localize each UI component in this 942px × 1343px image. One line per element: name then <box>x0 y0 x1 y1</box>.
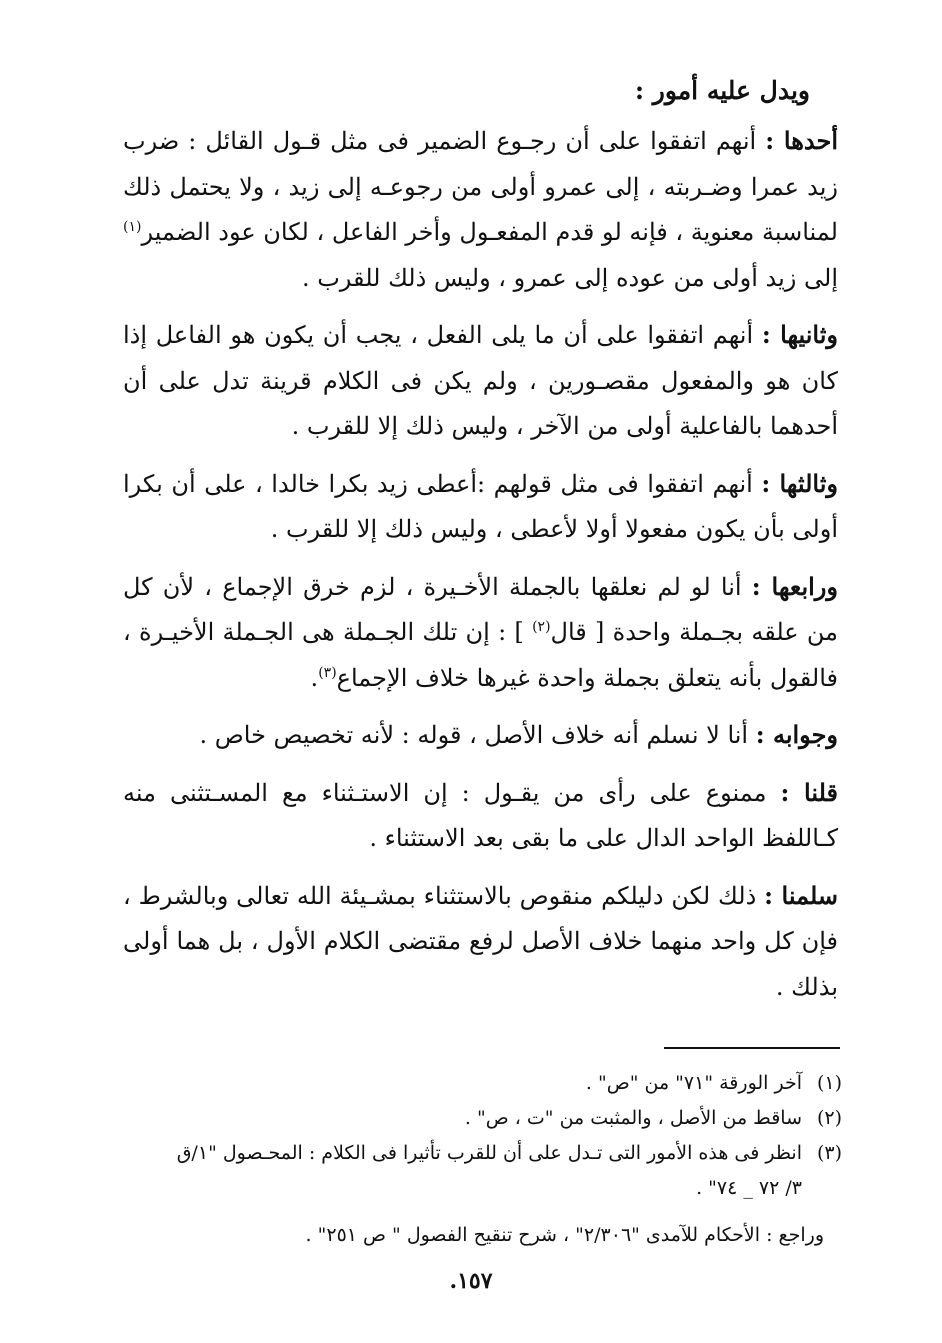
paragraph-lead: وثانيها : <box>761 320 839 349</box>
paragraph-lead: أحدها : <box>765 126 838 155</box>
paragraph-lead: سلمنا : <box>764 880 838 910</box>
footnote-item <box>117 1101 842 1136</box>
paragraph-lead: قلنا : <box>780 777 838 807</box>
paragraph-text: أنا لو لم نعلقها بالجملة الأخـيرة ، لزم خرق الإجماع ، لأن كل من علقه بجـملة واحدة [ قال <box>123 572 838 646</box>
footnote-ref: (٢) <box>532 619 551 635</box>
footnote-extra: وراجع : الأحكام للآمدى "٢/٣٠٦" ، شرح تنقيح الفصول " ص ٢٥١" . <box>305 1224 824 1246</box>
footnote-text: انظر فى هذه الأمور التى تـدل على أن للقرب تأثيرا فى الكلام : المحـصول "١/ق <box>176 1142 802 1164</box>
page-number: ١٥٧. <box>449 1268 493 1294</box>
footnote-item <box>117 1066 842 1101</box>
footnote-divider <box>664 1047 840 1049</box>
footnote-item <box>117 1136 842 1171</box>
paragraph-text: أنهم اتفقوا فى مثل قولهم :أعطى زيد بكرا خالدا ، على أن بكرا أولى بأن يكون مفعولا أولا لأعطى ، وليس ذلك إلا للقرب . <box>123 469 838 543</box>
footnote-number: (٢) <box>816 1107 842 1129</box>
intro-line: ويدل عليه أمور : <box>634 76 810 105</box>
paragraph-third <box>123 461 838 553</box>
footnote-text: ساقط من الأصل ، والمثبت من "ت ، ص" . <box>464 1107 802 1129</box>
paragraph-first <box>123 118 838 301</box>
footnote-continuation: ٣/ ٧٢ _ ٧٤" . <box>696 1177 802 1199</box>
paragraph-granted <box>123 873 838 1011</box>
paragraph-we-said <box>123 770 838 862</box>
main-text <box>123 118 838 1021</box>
paragraph-answer <box>123 712 838 759</box>
footnote-number: (٣) <box>816 1142 842 1164</box>
paragraph-lead: وثالثها : <box>761 468 838 498</box>
footnote-ref: (١) <box>123 219 142 235</box>
paragraph-text: أنهم اتفقوا على أن ما يلى الفعل ، يجب أن يكون هو الفاعل إذا كان هو والمفعول مقصـورين ، ولم يكن فى الكلام قرينة تدل على أن أحدهما بالفاعلية أولى من الآخر ، وليس ذلك إلا للقرب . <box>123 321 838 440</box>
paragraph-text: أنهم اتفقوا على أن رجـوع الضمير فى مثل قـول القائل : ضرب زيد عمرا وضـربته ، إلى عمرو أولى من رجوعـه إلى زيد ، ولا يحتمل ذلك لمناسبة معنوية ، فإنه لو قدم المفعـول وأخر الفاعل ، لكان عود الضمير <box>123 127 838 246</box>
footnote-number: (١) <box>816 1072 842 1094</box>
footnote-text: آخر الورقة "٧١" من "ص" . <box>585 1072 802 1094</box>
paragraph-text-tail: إلى زيد أولى من عوده إلى عمرو ، وليس ذلك للقرب . <box>301 263 838 292</box>
paragraph-second <box>123 312 838 450</box>
footnote-ref: (٣) <box>318 664 337 681</box>
paragraph-text: ذلك لكن دليلكم منقوص بالاستثناء بمشـيئة الله تعالى وبالشرط ، فإن كل واحد منهما خلاف الأصل لرفع مقتضى الكلام الأول ، بل هما أولى بذلك . <box>123 881 839 1001</box>
paragraph-text-tail: ] : إن تلك الجـملة هى الجـملة الأخيـرة ، فالقول بأنه يتعلق بجملة واحدة غيرها خلاف الإجماع <box>123 618 838 692</box>
paragraph-lead: ورابعها : <box>751 571 838 601</box>
paragraph-fourth <box>123 564 838 702</box>
footnotes <box>117 1066 842 1253</box>
paragraph-text: أنا لا نسلم أنه خلاف الأصل ، قوله : لأنه تخصيص خاص . <box>199 721 756 749</box>
paragraph-text: ممنوع على رأى من يقـول : إن الاستـثناء مع المسـتثنى منه كـاللفظ الواحد الدال على ما بقى بعد الاستثناء . <box>123 778 838 852</box>
paragraph-lead: وجوابه : <box>755 720 838 749</box>
paragraph-text-end: . <box>310 663 319 692</box>
